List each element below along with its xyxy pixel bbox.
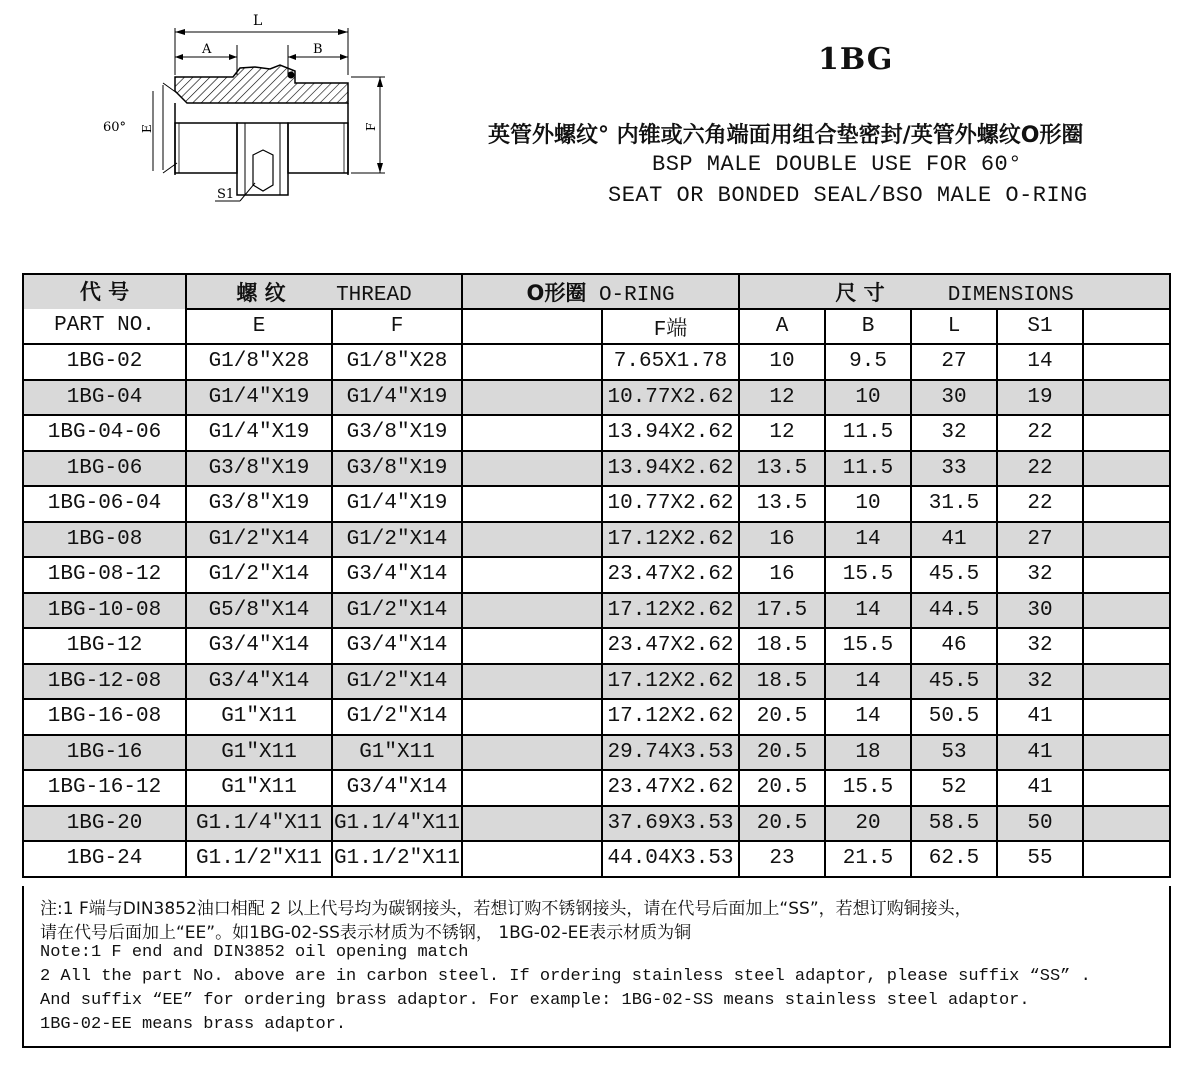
cell-e: G1.1/2″X11 xyxy=(186,841,332,877)
cell-b: 15.5 xyxy=(825,557,911,593)
blank-cell xyxy=(1083,841,1170,877)
table-row xyxy=(23,557,1170,593)
cell-s1: 32 xyxy=(997,557,1083,593)
cell-s1: 27 xyxy=(997,522,1083,558)
cell-a: 20.5 xyxy=(739,770,825,806)
cell-oring: 23.47X2.62 xyxy=(602,770,739,806)
dim-E-label: E xyxy=(140,124,154,133)
cell-s1: 41 xyxy=(997,735,1083,771)
cell-a: 18.5 xyxy=(739,664,825,700)
cell-e: G3/4″X14 xyxy=(186,664,332,700)
cell-part: 1BG-10-08 xyxy=(23,593,186,629)
cell-part: 1BG-12-08 xyxy=(23,664,186,700)
cell-f: G3/4″X14 xyxy=(332,770,462,806)
cell-l: 45.5 xyxy=(911,664,997,700)
cell-part: 1BG-06 xyxy=(23,451,186,487)
cell-e: G1/2″X14 xyxy=(186,522,332,558)
cell-f: G1/2″X14 xyxy=(332,699,462,735)
cell-s1: 55 xyxy=(997,841,1083,877)
blank-cell xyxy=(1083,770,1170,806)
cell-part: 1BG-02 xyxy=(23,344,186,380)
cell-s1: 22 xyxy=(997,486,1083,522)
angle-label: 60° xyxy=(103,120,127,135)
blank-cell xyxy=(462,486,602,522)
table-row xyxy=(23,486,1170,522)
cell-s1: 30 xyxy=(997,593,1083,629)
cell-l: 30 xyxy=(911,380,997,416)
col-header-L: L xyxy=(911,309,997,344)
title-english-line-1: BSP MALE DOUBLE USE FOR 60° xyxy=(652,152,1022,177)
cell-b: 9.5 xyxy=(825,344,911,380)
cell-part: 1BG-04-06 xyxy=(23,415,186,451)
cell-l: 33 xyxy=(911,451,997,487)
cell-part: 1BG-16-08 xyxy=(23,699,186,735)
table-row xyxy=(23,380,1170,416)
blank-cell xyxy=(1083,699,1170,735)
note-cn-line-1: 注:1 F端与DIN3852油口相配 2 以上代号均为碳钢接头，若想订购不锈钢接头，请在代号后面加上“SS”，若想订购铜接头， xyxy=(40,899,972,919)
cell-l: 32 xyxy=(911,415,997,451)
col-header-blank xyxy=(1083,309,1170,344)
blank-cell xyxy=(462,628,602,664)
cell-a: 12 xyxy=(739,380,825,416)
cell-f: G3/8″X19 xyxy=(332,451,462,487)
note-en-line-1: Note:1 F end and DIN3852 oil opening match xyxy=(40,943,469,962)
blank-cell xyxy=(462,735,602,771)
cell-b: 14 xyxy=(825,522,911,558)
col-header-A: A xyxy=(739,309,825,344)
blank-cell xyxy=(462,699,602,735)
cell-b: 15.5 xyxy=(825,770,911,806)
col-header-F: F xyxy=(332,309,462,344)
cell-f: G3/4″X14 xyxy=(332,628,462,664)
fitting-drawing xyxy=(95,5,415,215)
cell-part: 1BG-16 xyxy=(23,735,186,771)
cell-b: 21.5 xyxy=(825,841,911,877)
cell-b: 14 xyxy=(825,664,911,700)
cell-e: G1″X11 xyxy=(186,735,332,771)
dimensions-header: 尺 寸 DIMENSIONS xyxy=(739,274,1170,309)
cell-a: 23 xyxy=(739,841,825,877)
blank-cell xyxy=(462,806,602,842)
cell-oring: 29.74X3.53 xyxy=(602,735,739,771)
dim-L-label: L xyxy=(253,13,263,29)
cell-a: 16 xyxy=(739,522,825,558)
blank-cell xyxy=(462,770,602,806)
cell-e: G1″X11 xyxy=(186,770,332,806)
blank-cell xyxy=(1083,593,1170,629)
cell-s1: 32 xyxy=(997,628,1083,664)
cell-a: 16 xyxy=(739,557,825,593)
cell-oring: 13.94X2.62 xyxy=(602,451,739,487)
part-no-header: 代 号 PART NO. xyxy=(23,274,186,344)
cell-f: G1/4″X19 xyxy=(332,486,462,522)
cell-oring: 10.77X2.62 xyxy=(602,486,739,522)
table-row xyxy=(23,841,1170,877)
cell-l: 58.5 xyxy=(911,806,997,842)
cell-l: 27 xyxy=(911,344,997,380)
cell-part: 1BG-20 xyxy=(23,806,186,842)
cell-e: G5/8″X14 xyxy=(186,593,332,629)
cell-e: G1″X11 xyxy=(186,699,332,735)
table-row xyxy=(23,628,1170,664)
cell-s1: 41 xyxy=(997,770,1083,806)
note-cn-line-2: 请在代号后面加上“EE”。如1BG-02-SS表示材质为不锈钢， 1BG-02-EE表示材质为铜 xyxy=(40,923,692,943)
cell-l: 50.5 xyxy=(911,699,997,735)
cell-e: G1/8″X28 xyxy=(186,344,332,380)
cell-oring: 10.77X2.62 xyxy=(602,380,739,416)
blank-cell xyxy=(1083,806,1170,842)
cell-s1: 14 xyxy=(997,344,1083,380)
cell-a: 18.5 xyxy=(739,628,825,664)
cell-s1: 32 xyxy=(997,664,1083,700)
note-en-line-4: 1BG-02-EE means brass adaptor. xyxy=(40,1015,347,1034)
cell-s1: 22 xyxy=(997,451,1083,487)
blank-cell xyxy=(462,451,602,487)
cell-b: 11.5 xyxy=(825,415,911,451)
cell-a: 12 xyxy=(739,415,825,451)
note-en-line-2: 2 All the part No. above are in carbon steel. If ordering stainless steel adaptor, please suffix “SS” . xyxy=(40,967,1091,986)
cell-l: 46 xyxy=(911,628,997,664)
cell-oring: 17.12X2.62 xyxy=(602,664,739,700)
cell-f: G1/2″X14 xyxy=(332,593,462,629)
cell-f: G1/8″X28 xyxy=(332,344,462,380)
blank-cell xyxy=(462,522,602,558)
cell-f: G1″X11 xyxy=(332,735,462,771)
cell-l: 53 xyxy=(911,735,997,771)
cell-b: 14 xyxy=(825,699,911,735)
cell-e: G1/4″X19 xyxy=(186,380,332,416)
table-row xyxy=(23,770,1170,806)
cell-part: 1BG-08-12 xyxy=(23,557,186,593)
cell-f: G1/2″X14 xyxy=(332,664,462,700)
blank-cell xyxy=(1083,735,1170,771)
col-header-E: E xyxy=(186,309,332,344)
blank-cell xyxy=(1083,486,1170,522)
cell-b: 11.5 xyxy=(825,451,911,487)
table-row xyxy=(23,735,1170,771)
part-series-code: 1BG xyxy=(818,42,894,77)
blank-cell xyxy=(1083,451,1170,487)
cell-part: 1BG-04 xyxy=(23,380,186,416)
blank-cell xyxy=(462,664,602,700)
cell-f: G1.1/2″X11 xyxy=(332,841,462,877)
col-header-oring-blank xyxy=(462,309,602,344)
table-row xyxy=(23,522,1170,558)
blank-cell xyxy=(1083,344,1170,380)
dim-B-label: B xyxy=(313,42,323,57)
cell-b: 10 xyxy=(825,486,911,522)
cell-f: G1/4″X19 xyxy=(332,380,462,416)
dim-A-label: A xyxy=(202,42,212,57)
cell-l: 62.5 xyxy=(911,841,997,877)
cell-a: 20.5 xyxy=(739,699,825,735)
cell-l: 52 xyxy=(911,770,997,806)
blank-cell xyxy=(462,380,602,416)
cell-a: 13.5 xyxy=(739,486,825,522)
cell-oring: 23.47X2.62 xyxy=(602,557,739,593)
spec-table xyxy=(22,273,1171,878)
thread-header: 螺 纹 THREAD xyxy=(186,274,462,309)
cell-b: 18 xyxy=(825,735,911,771)
cell-oring: 23.47X2.62 xyxy=(602,628,739,664)
blank-cell xyxy=(462,841,602,877)
dim-F-label: F xyxy=(364,122,378,131)
blank-cell xyxy=(1083,415,1170,451)
col-header-B: B xyxy=(825,309,911,344)
cell-part: 1BG-12 xyxy=(23,628,186,664)
cell-oring: 17.12X2.62 xyxy=(602,699,739,735)
cell-oring: 44.04X3.53 xyxy=(602,841,739,877)
cell-f: G1.1/4″X11 xyxy=(332,806,462,842)
cell-a: 20.5 xyxy=(739,735,825,771)
cell-b: 14 xyxy=(825,593,911,629)
cell-oring: 7.65X1.78 xyxy=(602,344,739,380)
oring-header: O形圈 O-RING xyxy=(462,274,739,309)
table-row xyxy=(23,593,1170,629)
table-row xyxy=(23,664,1170,700)
cell-a: 10 xyxy=(739,344,825,380)
table-row xyxy=(23,699,1170,735)
cell-l: 45.5 xyxy=(911,557,997,593)
cell-l: 41 xyxy=(911,522,997,558)
cell-e: G1/4″X19 xyxy=(186,415,332,451)
table-row xyxy=(23,806,1170,842)
cell-l: 44.5 xyxy=(911,593,997,629)
table-row xyxy=(23,415,1170,451)
cell-f: G3/8″X19 xyxy=(332,415,462,451)
cell-s1: 22 xyxy=(997,415,1083,451)
blank-cell xyxy=(462,415,602,451)
title-chinese: 英管外螺纹° 内锥或六角端面用组合垫密封/英管外螺纹O形圈 xyxy=(488,123,1084,148)
cell-a: 20.5 xyxy=(739,806,825,842)
notes-box xyxy=(22,886,1171,1048)
cell-a: 13.5 xyxy=(739,451,825,487)
cell-part: 1BG-24 xyxy=(23,841,186,877)
cell-oring: 17.12X2.62 xyxy=(602,593,739,629)
cell-e: G3/4″X14 xyxy=(186,628,332,664)
blank-cell xyxy=(462,557,602,593)
col-header-F-end: F端 xyxy=(602,309,739,344)
dim-S1-label: S1 xyxy=(217,187,235,202)
blank-cell xyxy=(1083,664,1170,700)
cell-b: 15.5 xyxy=(825,628,911,664)
cell-e: G3/8″X19 xyxy=(186,451,332,487)
cell-oring: 37.69X3.53 xyxy=(602,806,739,842)
cell-s1: 19 xyxy=(997,380,1083,416)
cell-a: 17.5 xyxy=(739,593,825,629)
cell-s1: 41 xyxy=(997,699,1083,735)
blank-cell xyxy=(462,344,602,380)
blank-cell xyxy=(1083,628,1170,664)
table-row xyxy=(23,451,1170,487)
blank-cell xyxy=(1083,557,1170,593)
cell-e: G1/2″X14 xyxy=(186,557,332,593)
cell-s1: 50 xyxy=(997,806,1083,842)
cell-e: G3/8″X19 xyxy=(186,486,332,522)
col-header-S1: S1 xyxy=(997,309,1083,344)
cell-oring: 17.12X2.62 xyxy=(602,522,739,558)
blank-cell xyxy=(462,593,602,629)
title-english-line-2: SEAT OR BONDED SEAL/BSO MALE O-RING xyxy=(608,183,1088,208)
blank-cell xyxy=(1083,522,1170,558)
cell-b: 20 xyxy=(825,806,911,842)
table-row xyxy=(23,344,1170,380)
note-en-line-3: And suffix “EE” for ordering brass adaptor. For example: 1BG-02-SS means stainless steel adaptor. xyxy=(40,991,1030,1010)
cell-f: G3/4″X14 xyxy=(332,557,462,593)
cell-e: G1.1/4″X11 xyxy=(186,806,332,842)
cell-f: G1/2″X14 xyxy=(332,522,462,558)
blank-cell xyxy=(1083,380,1170,416)
cell-l: 31.5 xyxy=(911,486,997,522)
cell-part: 1BG-08 xyxy=(23,522,186,558)
cell-b: 10 xyxy=(825,380,911,416)
cell-part: 1BG-06-04 xyxy=(23,486,186,522)
cell-part: 1BG-16-12 xyxy=(23,770,186,806)
cell-oring: 13.94X2.62 xyxy=(602,415,739,451)
